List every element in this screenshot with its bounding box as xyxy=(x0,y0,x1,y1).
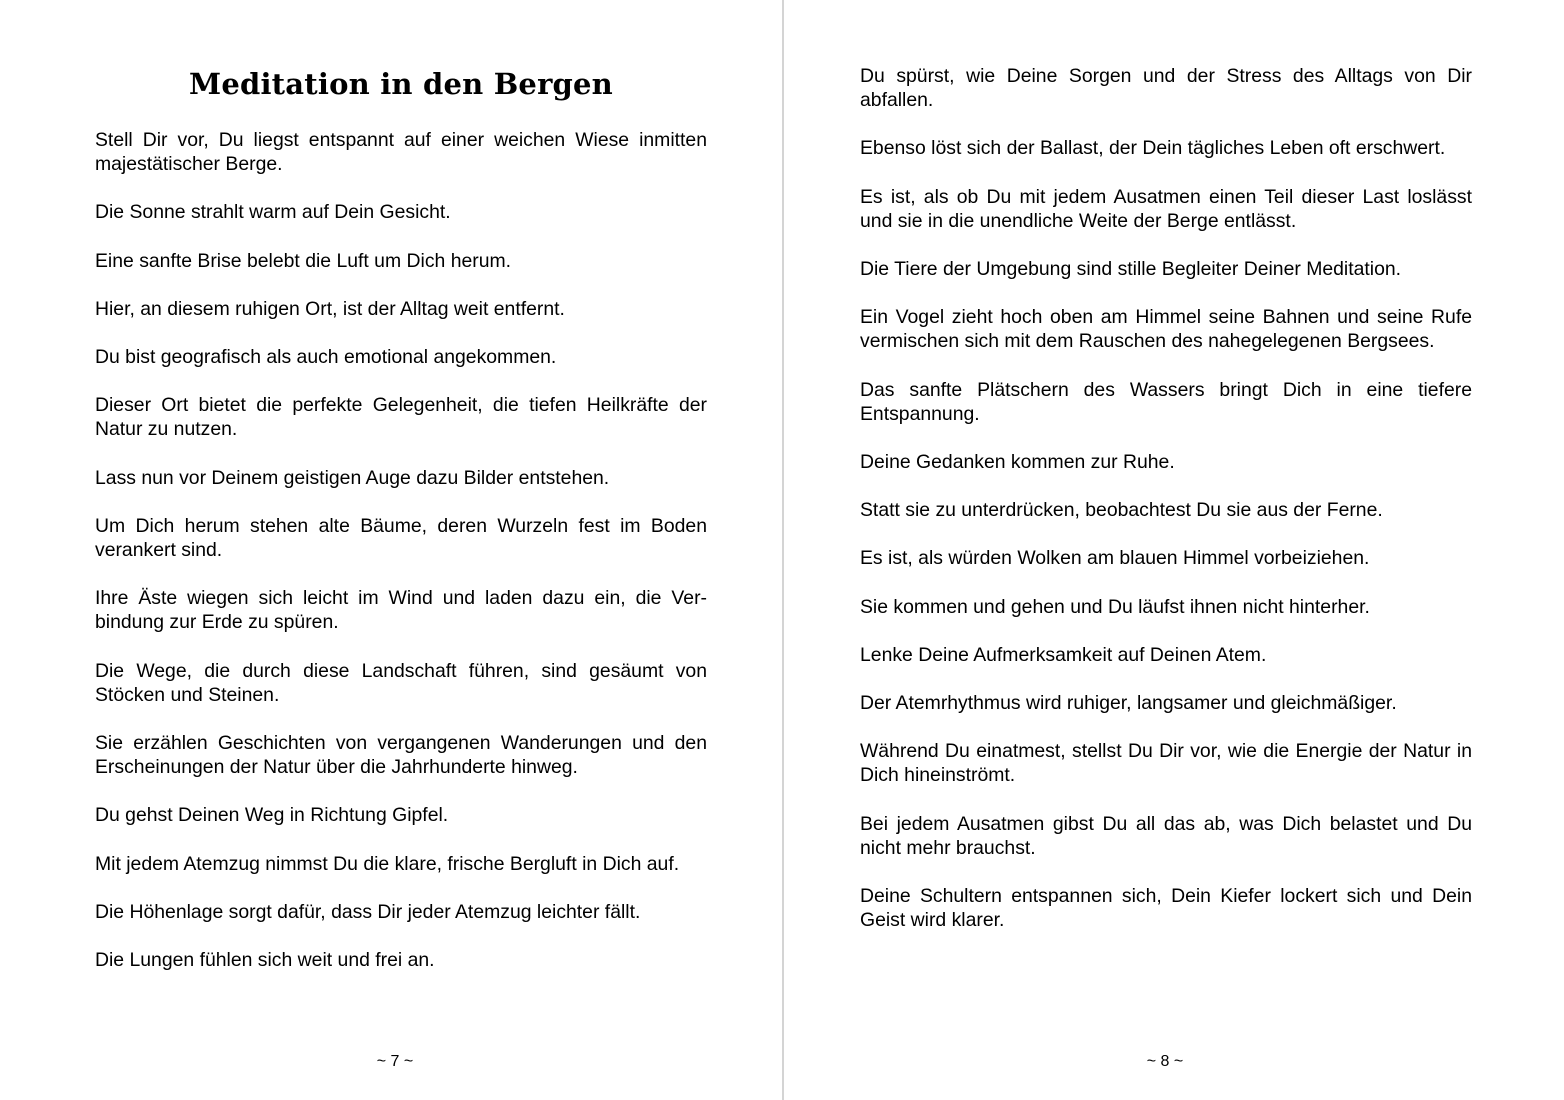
paragraph: Das sanfte Plätschern des Wassers bringt Dich in eine tiefere Entspannung. xyxy=(860,378,1472,425)
paragraph: Du bist geografisch als auch emotional angekommen. xyxy=(95,346,557,369)
paragraph: Stell Dir vor, Du liegst entspannt auf einer weichen Wiese inmitten majestätischer Berge. xyxy=(95,129,707,176)
page-number: ~ 7 ~ xyxy=(376,1053,414,1070)
paragraph: Lass nun vor Deinem geistigen Auge dazu Bilder entstehen. xyxy=(95,466,610,489)
paragraph: Deine Schultern entspannen sich, Dein Kiefer lockert sich und Dein Geist wird klarer. xyxy=(860,885,1472,932)
paragraph: Bei jedem Ausatmen gibst Du all das ab, was Dich belastet und Du nicht mehr brauchst. xyxy=(860,812,1472,859)
paragraph: Sie erzählen Geschichten von vergangenen Wanderungen und den Erscheinungen der Natur über die Jahrhunderte hinweg. xyxy=(95,732,707,779)
paragraph: Sie kommen und gehen und Du läufst ihnen nicht hinterher. xyxy=(860,595,1370,618)
right-page-body xyxy=(860,64,1472,956)
left-page xyxy=(95,0,707,1100)
paragraph: Deine Gedanken kommen zur Ruhe. xyxy=(860,451,1175,474)
paragraph: Ebenso löst sich der Ballast, der Dein tägliches Leben oft erschwert. xyxy=(860,137,1446,160)
paragraph: Ein Vogel zieht hoch oben am Himmel seine Bahnen und seine Rufe vermischen sich mit dem Rauschen des nahegelegenen Bergsees. xyxy=(860,306,1472,353)
chapter-title: Meditation in den Bergen xyxy=(189,67,613,101)
paragraph: Mit jedem Atemzug nimmst Du die klare, frische Bergluft in Dich auf. xyxy=(95,852,680,875)
paragraph: Hier, an diesem ruhigen Ort, ist der Alltag weit entfernt. xyxy=(95,297,565,320)
left-page-body xyxy=(95,128,707,996)
paragraph: Lenke Deine Aufmerksamkeit auf Deinen Atem. xyxy=(860,643,1267,666)
paragraph: Es ist, als würden Wolken am blauen Himmel vorbeiziehen. xyxy=(860,547,1370,570)
page-gutter-divider xyxy=(782,0,784,1100)
paragraph: Du gehst Deinen Weg in Richtung Gipfel. xyxy=(95,804,449,827)
paragraph: Die Sonne strahlt warm auf Dein Gesicht. xyxy=(95,201,451,224)
paragraph: Du spürst, wie Deine Sorgen und der Stress des Alltags von Dir abfallen. xyxy=(860,65,1472,112)
paragraph: Die Höhenlage sorgt dafür, dass Dir jeder Atemzug leichter fällt. xyxy=(95,900,641,923)
right-page xyxy=(860,0,1472,1100)
paragraph: Die Lungen fühlen sich weit und frei an. xyxy=(95,949,435,972)
paragraph: Statt sie zu unterdrücken, beobachtest Du sie aus der Ferne. xyxy=(860,499,1383,522)
paragraph: Der Atemrhythmus wird ruhiger, langsamer und gleichmäßiger. xyxy=(860,692,1397,715)
paragraph: Die Tiere der Umgebung sind stille Begleiter Deiner Meditation. xyxy=(860,258,1402,281)
page-number: ~ 8 ~ xyxy=(1146,1053,1184,1070)
paragraph: Die Wege, die durch diese Landschaft führen, sind gesäumt von Stöcken und Steinen. xyxy=(95,659,707,706)
paragraph: Während Du einatmest, stellst Du Dir vor, wie die Energie der Natur in Dich hineinströmt. xyxy=(860,740,1472,787)
paragraph: Ihre Äste wiegen sich leicht im Wind und laden dazu ein, die Verbindung zur Erde zu spüren. xyxy=(95,587,707,634)
paragraph: Eine sanfte Brise belebt die Luft um Dich herum. xyxy=(95,249,512,272)
paragraph: Dieser Ort bietet die perfekte Gelegenheit, die tiefen Heilkräfte der Natur zu nutzen. xyxy=(95,394,707,441)
paragraph: Es ist, als ob Du mit jedem Ausatmen einen Teil dieser Last loslässt und sie in die unendliche Weite der Berge entlässt. xyxy=(860,185,1472,232)
paragraph: Um Dich herum stehen alte Bäume, deren Wurzeln fest im Boden verankert sind. xyxy=(95,514,707,562)
